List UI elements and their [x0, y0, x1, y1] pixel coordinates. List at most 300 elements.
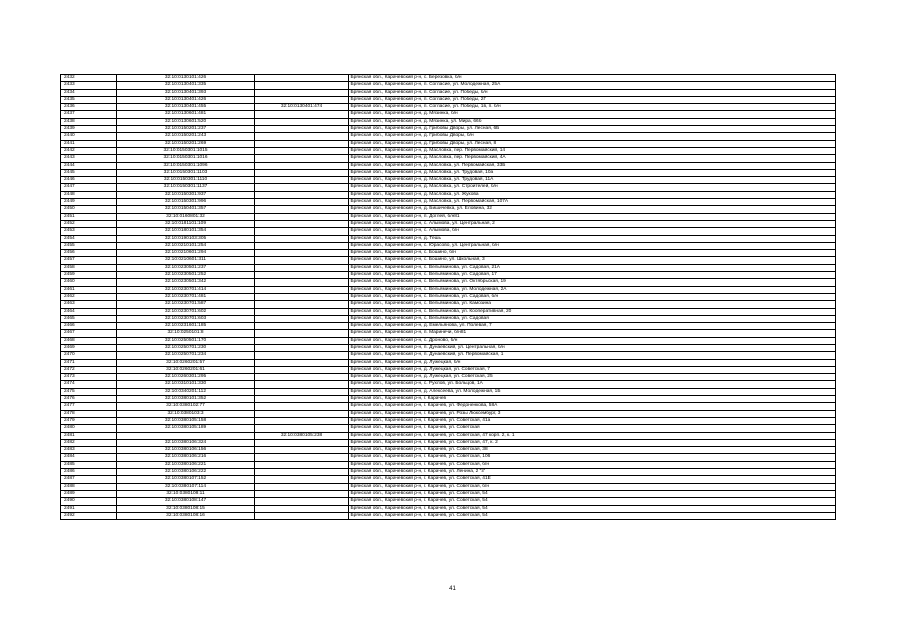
table-row	[61, 301, 836, 308]
linked-cadastral-number-cell	[255, 206, 349, 213]
linked-cadastral-number-cell	[255, 140, 349, 147]
cadastral-number-cell: 32:10:0250101:8	[117, 330, 255, 337]
address-cell: Брянская обл., Карачевский р-н, д. Бишичевка, ул. Еловина, 32	[349, 206, 836, 213]
cadastral-number-cell: 32:10:0260201:61	[117, 366, 255, 373]
row-number-cell: 2453	[61, 228, 117, 235]
row-number-cell: 2484	[61, 454, 117, 461]
address-cell: Брянская обл., Карачевский р-н, д. Грибовы Дворы, ул. Лесная, 8	[349, 140, 836, 147]
cadastral-number-cell: 32:10:0130401:455	[117, 104, 255, 111]
linked-cadastral-number-cell	[255, 293, 349, 300]
row-number-cell: 2441	[61, 140, 117, 147]
row-number-cell: 2467	[61, 330, 117, 337]
table-row	[61, 359, 836, 366]
cadastral-number-cell: 32:10:0380105:189	[117, 425, 255, 432]
linked-cadastral-number-cell	[255, 162, 349, 169]
row-number-cell: 2485	[61, 461, 117, 468]
table-row	[61, 199, 836, 206]
table-row	[61, 315, 836, 322]
table-row	[61, 498, 836, 505]
address-cell: Брянская обл., Карачевский р-н, д. Мязинка, ул. Мира, 66б	[349, 118, 836, 125]
cadastral-number-cell: 32:10:0231601:185	[117, 323, 255, 330]
linked-cadastral-number-cell	[255, 235, 349, 242]
row-number-cell: 2442	[61, 147, 117, 154]
table-row	[61, 250, 836, 257]
address-cell: Брянская обл., Карачевский р-н, д. Лужецкая, ул. Советская, 25	[349, 374, 836, 381]
row-number-cell: 2457	[61, 257, 117, 264]
table-row	[61, 483, 836, 490]
table-row	[61, 344, 836, 351]
linked-cadastral-number-cell	[255, 374, 349, 381]
row-number-cell: 2472	[61, 366, 117, 373]
row-number-cell: 2437	[61, 111, 117, 118]
cadastral-number-cell: 32:10:0230701:603	[117, 315, 255, 322]
row-number-cell: 2465	[61, 315, 117, 322]
cadastral-number-cell: 32:10:0380108:11	[117, 490, 255, 497]
cadastral-number-cell: 32:10:0230701:481	[117, 293, 255, 300]
table-row	[61, 396, 836, 403]
address-cell: Брянская обл., Карачевский р-н, д. Масловка, пер. Первомайский, 14	[349, 147, 836, 154]
address-cell: Брянская обл., Карачевский р-н, д. Масловка, ул. Трудовая, 10а	[349, 169, 836, 176]
cadastral-number-cell: 32:10:0150301:937	[117, 191, 255, 198]
address-cell: Брянская обл., Карачевский р-н, с. Вельяминова, ул. Садовая, 21А	[349, 264, 836, 271]
address-cell: Брянская обл., Карачевский р-н, г. Карачев	[349, 396, 836, 403]
cadastral-number-cell: 32:10:0210101:254	[117, 242, 255, 249]
address-cell: Брянская обл., Карачевский р-н, п. Дунаевский, ул. Первомайская, 1	[349, 352, 836, 359]
address-cell: Брянская обл., Карачевский р-н, с. Вельяминова, ул. Камозина	[349, 301, 836, 308]
table-row	[61, 89, 836, 96]
linked-cadastral-number-cell	[255, 308, 349, 315]
table-row	[61, 432, 836, 439]
cadastral-number-cell: 32:10:0380105:158	[117, 417, 255, 424]
address-cell: Брянская обл., Карачевский р-н, п. Доглей, б/н81	[349, 213, 836, 220]
address-cell: Брянская обл., Карачевский р-н, д. Лужецкая, ул. Советская, 7	[349, 366, 836, 373]
cadastral-number-cell: 32:10:0380107:152	[117, 476, 255, 483]
table-row	[61, 352, 836, 359]
table-row	[61, 323, 836, 330]
table-row	[61, 184, 836, 191]
table-row	[61, 330, 836, 337]
row-number-cell: 2459	[61, 272, 117, 279]
row-number-cell: 2481	[61, 432, 117, 439]
table-row	[61, 242, 836, 249]
cadastral-number-cell: 32:10:0150301:1137	[117, 184, 255, 191]
row-number-cell: 2475	[61, 388, 117, 395]
table-row	[61, 410, 836, 417]
linked-cadastral-number-cell	[255, 111, 349, 118]
linked-cadastral-number-cell	[255, 242, 349, 249]
linked-cadastral-number-cell: 32:10:0130401:474	[255, 104, 349, 111]
row-number-cell: 2436	[61, 104, 117, 111]
address-cell: Брянская обл., Карачевский р-н, г. Карачев, ул. Советская, 54	[349, 512, 836, 519]
table-row	[61, 177, 836, 184]
table-row	[61, 162, 836, 169]
address-cell: Брянская обл., Карачевский р-н, с. Алымова, б/н	[349, 228, 836, 235]
table-row	[61, 447, 836, 454]
table-row	[61, 505, 836, 512]
address-cell: Брянская обл., Карачевский р-н, д. Масловка, ул. Первомайская, 33Б	[349, 162, 836, 169]
cadastral-number-cell: 32:10:0380108:16	[117, 512, 255, 519]
address-cell: Брянская обл., Карачевский р-н, с. Юрасово, ул. Центральная, б/н	[349, 242, 836, 249]
linked-cadastral-number-cell	[255, 425, 349, 432]
linked-cadastral-number-cell	[255, 447, 349, 454]
address-cell: Брянская обл., Карачевский р-н, г. Карачев, ул. Советская	[349, 425, 836, 432]
cadastral-number-cell: 32:10:0130601:481	[117, 111, 255, 118]
cadastral-number-cell: 32:10:0150301:1110	[117, 177, 255, 184]
address-cell: Брянская обл., Карачевский р-н, г. Карачев, ул. Федоненкова, 58А	[349, 403, 836, 410]
row-number-cell: 2450	[61, 206, 117, 213]
cadastral-number-cell: 32:10:0310101:330	[117, 381, 255, 388]
table-row	[61, 206, 836, 213]
address-cell: Брянская обл., Карачевский р-н, г. Карачев, ул. Советская, 38	[349, 447, 836, 454]
cadastral-number-cell: 32:10:0130601:520	[117, 118, 255, 125]
cadastral-number-cell: 32:10:0230701:414	[117, 286, 255, 293]
linked-cadastral-number-cell	[255, 89, 349, 96]
linked-cadastral-number-cell	[255, 323, 349, 330]
table-row	[61, 213, 836, 220]
linked-cadastral-number-cell	[255, 220, 349, 227]
cadastral-number-cell: 32:10:0260301:295	[117, 374, 255, 381]
row-number-cell: 2458	[61, 264, 117, 271]
linked-cadastral-number-cell	[255, 177, 349, 184]
cadastral-number-cell: 32:10:0150301:1015	[117, 147, 255, 154]
row-number-cell: 2470	[61, 352, 117, 359]
cadastral-number-cell: 32:10:0260201:57	[117, 359, 255, 366]
row-number-cell: 2462	[61, 293, 117, 300]
address-cell: Брянская обл., Карачевский р-н, п. Согласие, ул. Победы, 2Г	[349, 96, 836, 103]
table-row	[61, 337, 836, 344]
row-number-cell: 2452	[61, 220, 117, 227]
table-row	[61, 454, 836, 461]
address-cell: Брянская обл., Карачевский р-н, д. Масловка, ул. Строителей, б/н	[349, 184, 836, 191]
address-cell: Брянская обл., Карачевский р-н, г. Карачев, ул. Советская, б/н	[349, 483, 836, 490]
cadastral-number-cell: 32:10:0130401:393	[117, 89, 255, 96]
row-number-cell: 2477	[61, 403, 117, 410]
table-row	[61, 155, 836, 162]
address-cell: Брянская обл., Карачевский р-н, с. Алымова, ул. Центральная, 2	[349, 220, 836, 227]
address-cell: Брянская обл., Карачевский р-н, п. Маринечи, б/н81	[349, 330, 836, 337]
linked-cadastral-number-cell	[255, 381, 349, 388]
linked-cadastral-number-cell	[255, 512, 349, 519]
row-number-cell: 2490	[61, 498, 117, 505]
table-row	[61, 104, 836, 111]
linked-cadastral-number-cell	[255, 396, 349, 403]
table-row	[61, 133, 836, 140]
linked-cadastral-number-cell	[255, 315, 349, 322]
table-row	[61, 126, 836, 133]
linked-cadastral-number-cell	[255, 199, 349, 206]
row-number-cell: 2489	[61, 490, 117, 497]
table-row	[61, 140, 836, 147]
address-cell: Брянская обл., Карачевский р-н, г. Карачев, ул. Советская, б/н	[349, 461, 836, 468]
cadastral-number-cell	[117, 432, 255, 439]
address-cell: Брянская обл., Карачевский р-н, д. Тешь	[349, 235, 836, 242]
address-cell: Брянская обл., Карачевский р-н, с. Бошино, б/н	[349, 250, 836, 257]
linked-cadastral-number-cell	[255, 191, 349, 198]
address-cell: Брянская обл., Карачевский р-н, г. Карачев, ул. Советская, 47 корп. 2, к. 1	[349, 432, 836, 439]
row-number-cell: 2447	[61, 184, 117, 191]
page-number: 41	[449, 586, 456, 592]
row-number-cell: 2473	[61, 374, 117, 381]
row-number-cell: 2476	[61, 396, 117, 403]
linked-cadastral-number-cell	[255, 301, 349, 308]
row-number-cell: 2435	[61, 96, 117, 103]
cadastral-number-cell: 32:10:0190103:305	[117, 235, 255, 242]
row-number-cell: 2449	[61, 199, 117, 206]
table-row	[61, 293, 836, 300]
address-cell: Брянская обл., Карачевский р-н, с. Березовка, б/н	[349, 75, 836, 82]
table-row	[61, 388, 836, 395]
cadastral-number-cell: 32:10:0380108:147	[117, 498, 255, 505]
cadastral-number-cell: 32:10:0130101:426	[117, 75, 255, 82]
linked-cadastral-number-cell	[255, 250, 349, 257]
linked-cadastral-number-cell	[255, 344, 349, 351]
row-number-cell: 2448	[61, 191, 117, 198]
table-row	[61, 111, 836, 118]
linked-cadastral-number-cell	[255, 388, 349, 395]
row-number-cell: 2432	[61, 75, 117, 82]
address-cell: Брянская обл., Карачевский р-н, с. Вельяминова, ул. Молодежная, 2А	[349, 286, 836, 293]
row-number-cell: 2438	[61, 118, 117, 125]
table-row	[61, 425, 836, 432]
cadastral-number-cell: 32:10:0250701:234	[117, 352, 255, 359]
linked-cadastral-number-cell	[255, 133, 349, 140]
linked-cadastral-number-cell	[255, 228, 349, 235]
row-number-cell: 2491	[61, 505, 117, 512]
cadastral-number-cell: 32:10:0150301:1016	[117, 155, 255, 162]
row-number-cell: 2456	[61, 250, 117, 257]
address-cell: Брянская обл., Карачевский р-н, д. Грибовы Дворы, б/н	[349, 133, 836, 140]
cadastral-number-cell: 32:10:0150201:237	[117, 126, 255, 133]
address-cell: Брянская обл., Карачевский р-н, с. Вельяминова, ул. Кооперативная, 20	[349, 308, 836, 315]
row-number-cell: 2439	[61, 126, 117, 133]
table-row	[61, 476, 836, 483]
address-cell: Брянская обл., Карачевский р-н, д. Лужецкая, б/н	[349, 359, 836, 366]
linked-cadastral-number-cell	[255, 264, 349, 271]
row-number-cell: 2471	[61, 359, 117, 366]
address-cell: Брянская обл., Карачевский р-н, д. Грибовы Дворы, ул. Лесная, 6Б	[349, 126, 836, 133]
table-row	[61, 96, 836, 103]
linked-cadastral-number-cell	[255, 272, 349, 279]
cadastral-number-cell: 32:10:0150201:243	[117, 133, 255, 140]
cadastral-number-cell: 32:10:0160801:32	[117, 213, 255, 220]
cadastral-number-cell: 32:10:0150301:1096	[117, 162, 255, 169]
linked-cadastral-number-cell	[255, 147, 349, 154]
address-cell: Брянская обл., Карачевский р-н, г. Карачев, ул. Советская, 54	[349, 498, 836, 505]
linked-cadastral-number-cell	[255, 403, 349, 410]
address-cell: Брянская обл., Карачевский р-н, п. Согласие, ул. Победы, б/н	[349, 89, 836, 96]
address-cell: Брянская обл., Карачевский р-н, г. Карачев, ул. Советская, 41Е	[349, 476, 836, 483]
cadastral-number-cell: 32:10:0230501:342	[117, 279, 255, 286]
address-cell: Брянская обл., Карачевский р-н, г. Карачев, ул. Розы Люксембург, 3	[349, 410, 836, 417]
address-cell: Брянская обл., Карачевский р-н, с. Рухлов, ул. Больцов, 1А	[349, 381, 836, 388]
table-row	[61, 191, 836, 198]
table-row	[61, 147, 836, 154]
linked-cadastral-number-cell	[255, 469, 349, 476]
cadastral-number-cell: 32:10:0230701:602	[117, 308, 255, 315]
linked-cadastral-number-cell	[255, 184, 349, 191]
linked-cadastral-number-cell	[255, 498, 349, 505]
table-row	[61, 82, 836, 89]
table-row	[61, 417, 836, 424]
cadastral-number-cell: 32:10:0210601:311	[117, 257, 255, 264]
linked-cadastral-number-cell	[255, 476, 349, 483]
cadastral-number-cell: 32:10:0340201:112	[117, 388, 255, 395]
row-number-cell: 2443	[61, 155, 117, 162]
address-cell: Брянская обл., Карачевский р-н, г. Карачев, ул. Советская, 47, к. 2	[349, 439, 836, 446]
cadastral-number-cell: 32:10:0380106:222	[117, 469, 255, 476]
cadastral-number-cell: 32:10:0250501:170	[117, 337, 255, 344]
row-number-cell: 2461	[61, 286, 117, 293]
table-row	[61, 439, 836, 446]
row-number-cell: 2446	[61, 177, 117, 184]
row-number-cell: 2444	[61, 162, 117, 169]
address-cell: Брянская обл., Карачевский р-н, г. Карачев, ул. Советская, 41а	[349, 417, 836, 424]
address-cell: Брянская обл., Карачевский р-н, с. Вельяминова, ул. Садовая, 17	[349, 272, 836, 279]
cadastral-number-cell: 32:10:0380106:221	[117, 461, 255, 468]
linked-cadastral-number-cell	[255, 75, 349, 82]
cadastral-number-cell: 32:10:0380106:216	[117, 454, 255, 461]
cadastral-number-cell: 32:10:0150301:996	[117, 199, 255, 206]
linked-cadastral-number-cell	[255, 366, 349, 373]
cadastral-number-cell: 32:10:0230501:237	[117, 264, 255, 271]
table-row	[61, 461, 836, 468]
row-number-cell: 2483	[61, 447, 117, 454]
address-cell: Брянская обл., Карачевский р-н, г. Карачев, ул. Ленина, 2 "з"	[349, 469, 836, 476]
linked-cadastral-number-cell	[255, 330, 349, 337]
row-number-cell: 2433	[61, 82, 117, 89]
table-row	[61, 469, 836, 476]
linked-cadastral-number-cell: 32:10:0380105:238	[255, 432, 349, 439]
linked-cadastral-number-cell	[255, 454, 349, 461]
address-cell: Брянская обл., Карачевский р-н, д. Мязинка, б/н	[349, 111, 836, 118]
table-row	[61, 264, 836, 271]
address-cell: Брянская обл., Карачевский р-н, д. Масловка, ул. Жукова	[349, 191, 836, 198]
cadastral-number-cell: 32:10:0210601:294	[117, 250, 255, 257]
linked-cadastral-number-cell	[255, 359, 349, 366]
row-number-cell: 2492	[61, 512, 117, 519]
cadastral-number-cell: 32:10:0380101:352	[117, 396, 255, 403]
row-number-cell: 2463	[61, 301, 117, 308]
cadastral-number-cell: 32:10:0380103:3	[117, 410, 255, 417]
cadastral-number-cell: 32:10:0181101:109	[117, 220, 255, 227]
linked-cadastral-number-cell	[255, 439, 349, 446]
table-row	[61, 118, 836, 125]
address-cell: Брянская обл., Карачевский р-н, с. Вельяминова, ул. Садовая	[349, 315, 836, 322]
address-cell: Брянская обл., Карачевский р-н, с. Вельяминова, ул. Октябрьская, 19	[349, 279, 836, 286]
row-number-cell: 2464	[61, 308, 117, 315]
cadastral-number-cell: 32:10:0130401:335	[117, 82, 255, 89]
row-number-cell: 2451	[61, 213, 117, 220]
row-number-cell: 2445	[61, 169, 117, 176]
table-row	[61, 512, 836, 519]
linked-cadastral-number-cell	[255, 490, 349, 497]
cadastral-table	[60, 74, 836, 520]
table-row	[61, 272, 836, 279]
linked-cadastral-number-cell	[255, 417, 349, 424]
table-row	[61, 381, 836, 388]
linked-cadastral-number-cell	[255, 337, 349, 344]
address-cell: Брянская обл., Карачевский р-н, д. Масловка, пер. Первомайский, 4А	[349, 155, 836, 162]
linked-cadastral-number-cell	[255, 286, 349, 293]
cadastral-number-cell: 32:10:0380106:324	[117, 439, 255, 446]
address-cell: Брянская обл., Карачевский р-н, д. Масловка, ул. Первомайская, 107А	[349, 199, 836, 206]
table-row	[61, 374, 836, 381]
cadastral-number-cell: 32:10:0230501:252	[117, 272, 255, 279]
linked-cadastral-number-cell	[255, 169, 349, 176]
row-number-cell: 2434	[61, 89, 117, 96]
address-cell: Брянская обл., Карачевский р-н, д. Емельянова, ул. Полевая, 7	[349, 323, 836, 330]
cadastral-number-cell: 32:10:0230701:587	[117, 301, 255, 308]
linked-cadastral-number-cell	[255, 96, 349, 103]
row-number-cell: 2487	[61, 476, 117, 483]
row-number-cell: 2454	[61, 235, 117, 242]
linked-cadastral-number-cell	[255, 213, 349, 220]
row-number-cell: 2440	[61, 133, 117, 140]
linked-cadastral-number-cell	[255, 461, 349, 468]
table-row	[61, 220, 836, 227]
table-row	[61, 235, 836, 242]
address-cell: Брянская обл., Карачевский р-н, п. Дунаевский, ул. Центральная, б/н	[349, 344, 836, 351]
table-row	[61, 169, 836, 176]
row-number-cell: 2474	[61, 381, 117, 388]
linked-cadastral-number-cell	[255, 505, 349, 512]
address-cell: Брянская обл., Карачевский р-н, г. Карачев, ул. Советская, 54	[349, 490, 836, 497]
cadastral-number-cell: 32:10:0150201:269	[117, 140, 255, 147]
linked-cadastral-number-cell	[255, 155, 349, 162]
row-number-cell: 2460	[61, 279, 117, 286]
row-number-cell: 2482	[61, 439, 117, 446]
linked-cadastral-number-cell	[255, 118, 349, 125]
table-row	[61, 366, 836, 373]
row-number-cell: 2488	[61, 483, 117, 490]
address-cell: Брянская обл., Карачевский р-н, с. Вельяминова, ул. Садовая, б/н	[349, 293, 836, 300]
address-cell: Брянская обл., Карачевский р-н, г. Карачев, ул. Советская, 54	[349, 505, 836, 512]
table-row	[61, 75, 836, 82]
table-row	[61, 308, 836, 315]
row-number-cell: 2486	[61, 469, 117, 476]
table-row	[61, 403, 836, 410]
address-cell: Брянская обл., Карачевский р-н, с. Дроново, б/н	[349, 337, 836, 344]
row-number-cell: 2455	[61, 242, 117, 249]
cadastral-number-cell: 32:10:0180101:354	[117, 228, 255, 235]
table-row	[61, 257, 836, 264]
cadastral-number-cell: 32:10:0250701:230	[117, 344, 255, 351]
row-number-cell: 2478	[61, 410, 117, 417]
cadastral-number-cell: 32:10:0150301:1103	[117, 169, 255, 176]
address-cell: Брянская обл., Карачевский р-н, п. Согласие, ул. Победы, 1в, п. б/н	[349, 104, 836, 111]
table-row	[61, 228, 836, 235]
linked-cadastral-number-cell	[255, 82, 349, 89]
address-cell: Брянская обл., Карачевский р-н, д. Масловка, ул. Трудовая, 11А	[349, 177, 836, 184]
cadastral-number-cell: 32:10:0150401:357	[117, 206, 255, 213]
row-number-cell: 2466	[61, 323, 117, 330]
cadastral-number-cell: 32:10:0380106:156	[117, 447, 255, 454]
row-number-cell: 2479	[61, 417, 117, 424]
cadastral-number-cell: 32:10:0130401:426	[117, 96, 255, 103]
row-number-cell: 2480	[61, 425, 117, 432]
linked-cadastral-number-cell	[255, 279, 349, 286]
address-cell: Брянская обл., Карачевский р-н, г. Карачев, ул. Советская, 106	[349, 454, 836, 461]
linked-cadastral-number-cell	[255, 352, 349, 359]
row-number-cell: 2469	[61, 344, 117, 351]
linked-cadastral-number-cell	[255, 483, 349, 490]
cadastral-table-body	[61, 75, 836, 520]
cadastral-number-cell: 32:10:0380107:114	[117, 483, 255, 490]
address-cell: Брянская обл., Карачевский р-н, с. Бошино, ул. Школьная, 3	[349, 257, 836, 264]
cadastral-number-cell: 32:10:0380108:15	[117, 505, 255, 512]
cadastral-number-cell: 32:10:0380102:77	[117, 403, 255, 410]
table-row	[61, 490, 836, 497]
